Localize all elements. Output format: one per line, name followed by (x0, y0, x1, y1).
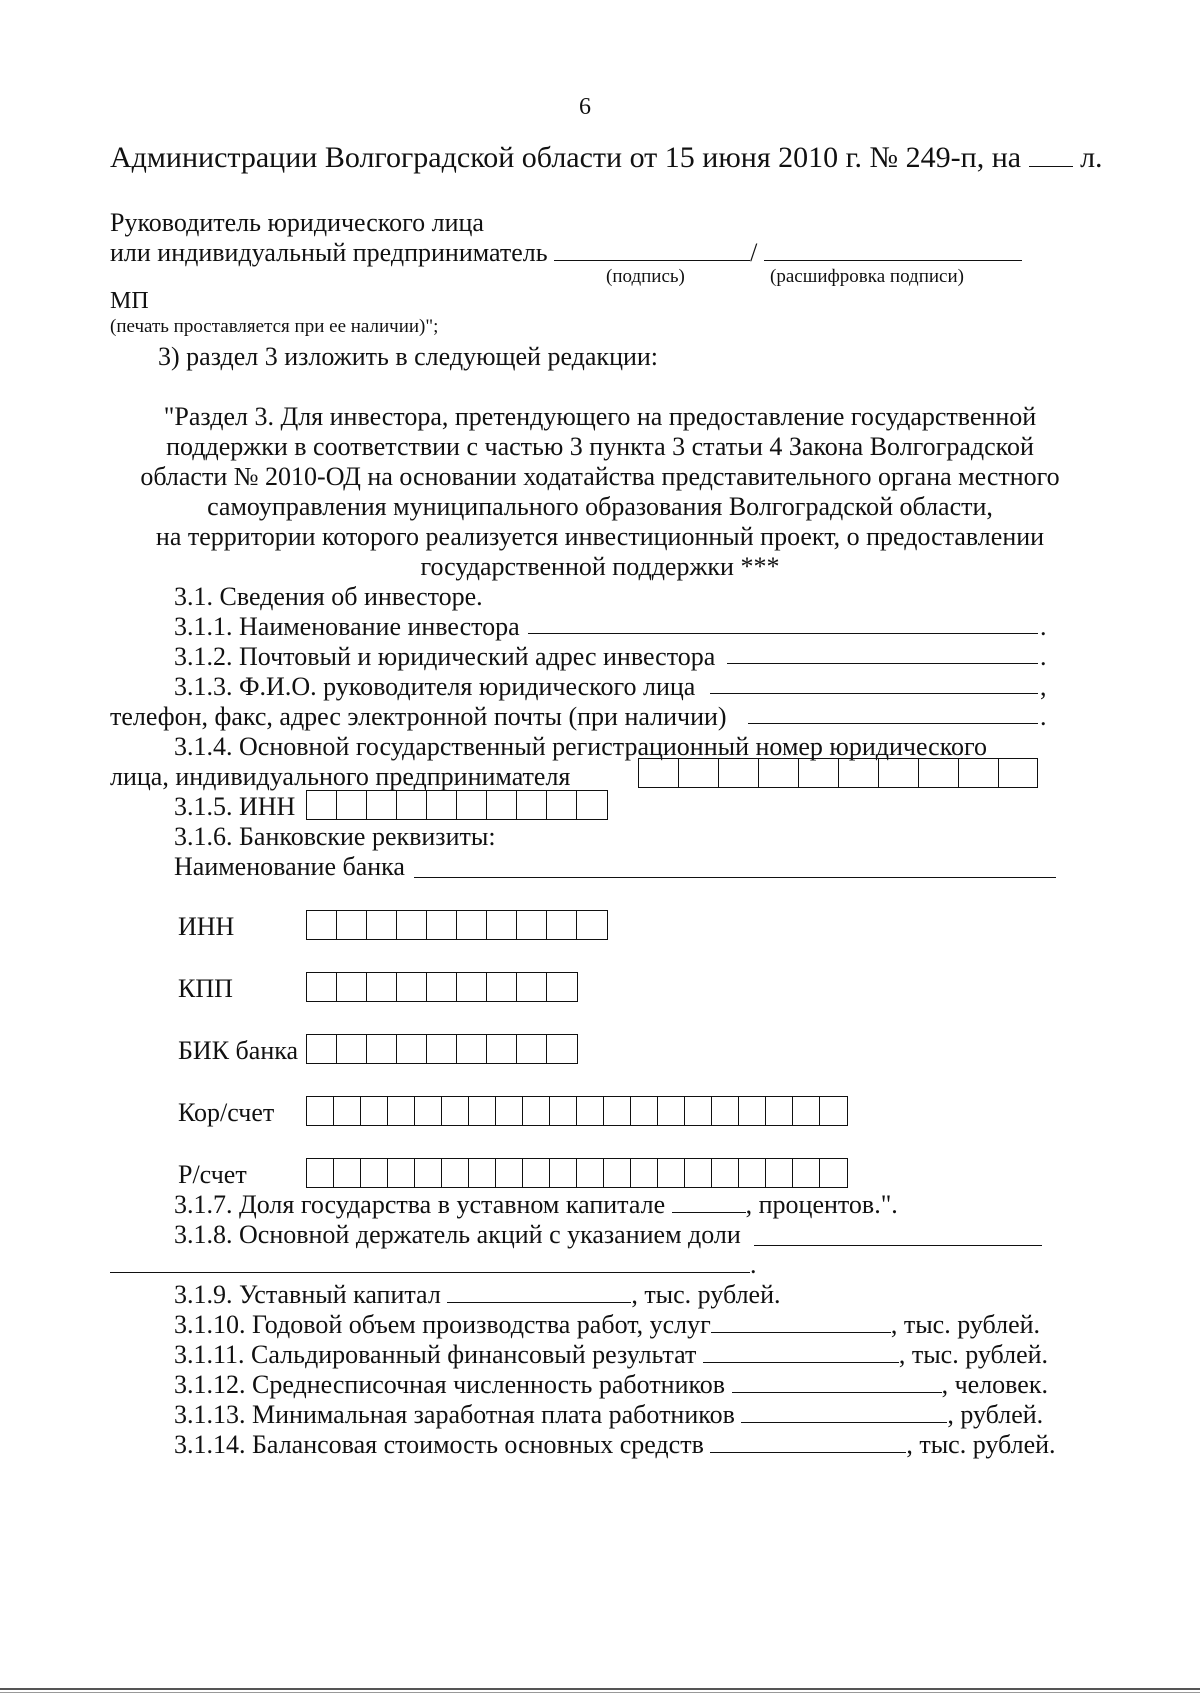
digit-box[interactable] (793, 1097, 820, 1125)
digit-box[interactable] (658, 1097, 685, 1125)
digit-box[interactable] (604, 1159, 631, 1187)
field-3-1-14 (174, 1430, 1056, 1460)
heading-tail: л. (1080, 141, 1103, 174)
digit-box[interactable] (487, 973, 517, 1001)
digit-box[interactable] (397, 1035, 427, 1063)
digit-box[interactable] (766, 1097, 793, 1125)
digit-box[interactable] (442, 1097, 469, 1125)
investor-name-blank[interactable] (528, 633, 1038, 634)
document-heading (110, 140, 1103, 176)
inn-boxes-3-1-5[interactable] (306, 790, 608, 820)
digit-box[interactable] (679, 759, 719, 787)
digit-box[interactable] (415, 1159, 442, 1187)
financial-result-suffix: , тыс. рублей. (898, 1340, 1049, 1369)
min-wage-suffix: , рублей. (947, 1400, 1044, 1429)
digit-box[interactable] (388, 1159, 415, 1187)
page-number (0, 92, 1170, 122)
digit-box[interactable] (547, 791, 577, 819)
period-mark: . (1040, 642, 1047, 671)
digit-box[interactable] (550, 1097, 577, 1125)
headcount-label: 3.1.12. Среднесписочная численность работников (174, 1370, 726, 1399)
bank-inn-label: ИНН (178, 912, 235, 941)
digit-box[interactable] (839, 759, 879, 787)
digit-box[interactable] (367, 791, 397, 819)
digit-box[interactable] (577, 1097, 604, 1125)
digit-box[interactable] (367, 911, 397, 939)
digit-box[interactable] (337, 791, 367, 819)
digit-box[interactable] (766, 1159, 793, 1187)
main-shareholder-label: 3.1.8. Основной держатель акций с указанием доли (174, 1220, 741, 1249)
digit-box[interactable] (658, 1159, 685, 1187)
field-3-1-9 (174, 1280, 781, 1310)
digit-box[interactable] (550, 1159, 577, 1187)
digit-box[interactable] (739, 1097, 766, 1125)
correspondent-account-boxes[interactable] (306, 1096, 848, 1126)
main-shareholder-blank[interactable] (754, 1245, 1042, 1246)
ogrn-label-line2: лица, индивидуального предпринимателя (110, 762, 571, 791)
digit-box[interactable] (547, 1035, 577, 1063)
fixed-assets-suffix: , тыс. рублей. (906, 1430, 1056, 1459)
ogrn-label-line1: 3.1.4. Основной государственный регистрационный номер юридического (174, 732, 988, 761)
digit-box[interactable] (334, 1097, 361, 1125)
inn-3-1-5-label: 3.1.5. ИНН (174, 792, 296, 821)
field-3-1-label: 3.1. Сведения об инвесторе. (174, 582, 483, 611)
digit-box[interactable] (337, 1035, 367, 1063)
section-title-line: области № 2010-ОД на основании ходатайства представительного органа местного (140, 462, 1060, 491)
financial-result-blank[interactable] (703, 1340, 899, 1363)
period-mark: . (750, 1250, 757, 1279)
digit-box[interactable] (719, 759, 759, 787)
investor-address-blank[interactable] (727, 663, 1038, 664)
correspondent-account-label: Кор/счет (178, 1098, 275, 1127)
signature-decode-caption: (расшифровка подписи) (770, 266, 964, 287)
section-title-line: "Раздел 3. Для инвестора, претендующего на предоставление государственной (163, 402, 1037, 431)
charter-capital-blank[interactable] (447, 1280, 631, 1303)
charter-capital-label: 3.1.9. Уставный капитал (174, 1280, 441, 1309)
investor-name-label: 3.1.1. Наименование инвестора (174, 612, 520, 641)
digit-box[interactable] (793, 1159, 820, 1187)
annual-volume-suffix: , тыс. рублей. (890, 1310, 1041, 1339)
min-wage-label: 3.1.13. Минимальная заработная плата работников (174, 1400, 735, 1429)
annual-volume-label: 3.1.10. Годовой объем производства работ, услуг (174, 1310, 711, 1339)
signatory-title-line2 (110, 238, 1022, 268)
signatory-title-line1: Руководитель юридического лица (110, 208, 484, 237)
fixed-assets-label: 3.1.14. Балансовая стоимость основных средств (174, 1430, 704, 1459)
digit-box[interactable] (307, 973, 337, 1001)
digit-box[interactable] (820, 1097, 847, 1125)
digit-box[interactable] (959, 759, 999, 787)
heading-text: Администрации Волгоградской области от 15 июня 2010 г. № 249-п, на (110, 141, 1022, 174)
digit-box[interactable] (397, 911, 427, 939)
charter-capital-suffix: , тыс. рублей. (631, 1280, 781, 1309)
digit-box[interactable] (631, 1097, 658, 1125)
page-number-text: 6 (579, 94, 591, 120)
signature-blank[interactable] (554, 238, 750, 261)
digit-box[interactable] (517, 973, 547, 1001)
kpp-label: КПП (178, 974, 233, 1003)
digit-box[interactable] (487, 911, 517, 939)
ogrn-boxes[interactable] (638, 758, 1038, 788)
digit-box[interactable] (879, 759, 919, 787)
digit-box[interactable] (496, 1159, 523, 1187)
bank-name-blank[interactable] (414, 877, 1056, 878)
contacts-label: телефон, факс, адрес электронной почты (при наличии) (110, 702, 727, 731)
financial-result-label: 3.1.11. Сальдированный финансовый результат (174, 1340, 697, 1369)
digit-box[interactable] (427, 911, 457, 939)
settlement-account-label: Р/счет (178, 1160, 247, 1189)
digit-box[interactable] (307, 1159, 334, 1187)
section-title-line: государственной поддержки *** (420, 552, 780, 581)
digit-box[interactable] (517, 791, 547, 819)
annual-volume-blank[interactable] (711, 1310, 891, 1333)
state-share-label: 3.1.7. Доля государства в уставном капитале (174, 1190, 666, 1219)
digit-box[interactable] (307, 911, 337, 939)
digit-box[interactable] (469, 1159, 496, 1187)
period-mark: . (1040, 612, 1047, 641)
digit-box[interactable] (577, 911, 607, 939)
field-3-1-13 (174, 1400, 1043, 1430)
headcount-suffix: , человек. (941, 1370, 1048, 1399)
signature-slash: / (750, 238, 758, 267)
digit-box[interactable] (427, 1035, 457, 1063)
digit-box[interactable] (919, 759, 959, 787)
item-3-text: 3) раздел 3 изложить в следующей редакции: (158, 342, 659, 371)
contacts-blank[interactable] (748, 723, 1038, 724)
digit-box[interactable] (307, 1097, 334, 1125)
settlement-account-boxes[interactable] (306, 1158, 848, 1188)
head-name-blank[interactable] (710, 693, 1038, 694)
digit-box[interactable] (523, 1097, 550, 1125)
signature-decode-blank[interactable] (764, 238, 1022, 261)
digit-box[interactable] (367, 973, 397, 1001)
digit-box[interactable] (337, 973, 367, 1001)
digit-box[interactable] (547, 973, 577, 1001)
digit-box[interactable] (487, 791, 517, 819)
digit-box[interactable] (388, 1097, 415, 1125)
kpp-boxes[interactable] (306, 972, 578, 1002)
fixed-assets-blank[interactable] (710, 1430, 906, 1453)
digit-box[interactable] (457, 1035, 487, 1063)
digit-box[interactable] (361, 1097, 388, 1125)
digit-box[interactable] (334, 1159, 361, 1187)
digit-box[interactable] (517, 1035, 547, 1063)
digit-box[interactable] (685, 1159, 712, 1187)
digit-box[interactable] (469, 1097, 496, 1125)
comma-mark: , (1040, 672, 1047, 701)
digit-box[interactable] (307, 1035, 337, 1063)
period-mark: . (1040, 702, 1047, 731)
field-3-1-7 (174, 1190, 898, 1220)
digit-box[interactable] (415, 1097, 442, 1125)
digit-box[interactable] (361, 1159, 388, 1187)
main-shareholder-blank-2[interactable] (110, 1272, 750, 1273)
bank-inn-boxes[interactable] (306, 910, 608, 940)
digit-box[interactable] (739, 1159, 766, 1187)
digit-box[interactable] (487, 1035, 517, 1063)
head-name-label: 3.1.3. Ф.И.О. руководителя юридического лица (174, 672, 696, 701)
sheet-count-blank[interactable] (1029, 144, 1073, 167)
digit-box[interactable] (999, 759, 1037, 787)
bik-boxes[interactable] (306, 1034, 578, 1064)
investor-address-label: 3.1.2. Почтовый и юридический адрес инвестора (174, 642, 716, 671)
digit-box[interactable] (397, 973, 427, 1001)
digit-box[interactable] (496, 1097, 523, 1125)
headcount-blank[interactable] (732, 1370, 942, 1393)
digit-box[interactable] (397, 791, 427, 819)
signatory-label: или индивидуальный предприниматель (110, 238, 548, 267)
section-title-line: на территории которого реализуется инвестиционный проект, о предоставлении (155, 522, 1045, 551)
digit-box[interactable] (759, 759, 799, 787)
section-title-line: поддержки в соответствии с частью 3 пункта 3 статьи 4 Закона Волгоградской (166, 432, 1034, 461)
digit-box[interactable] (820, 1159, 847, 1187)
digit-box[interactable] (577, 791, 607, 819)
digit-box[interactable] (547, 911, 577, 939)
seal-place-label: МП (110, 288, 149, 314)
digit-box[interactable] (685, 1097, 712, 1125)
digit-box[interactable] (427, 973, 457, 1001)
state-share-suffix: , процентов.". (745, 1190, 898, 1219)
digit-box[interactable] (442, 1159, 469, 1187)
seal-note: (печать проставляется при ее наличии)"; (110, 316, 439, 337)
section-title-line: самоуправления муниципального образования Волгоградской области, (207, 492, 993, 521)
signature-caption: (подпись) (606, 266, 685, 287)
digit-box[interactable] (517, 911, 547, 939)
field-3-1-11 (174, 1340, 1048, 1370)
field-3-1-10 (174, 1310, 1040, 1340)
digit-box[interactable] (631, 1159, 658, 1187)
digit-box[interactable] (799, 759, 839, 787)
digit-box[interactable] (523, 1159, 550, 1187)
digit-box[interactable] (367, 1035, 397, 1063)
digit-box[interactable] (457, 973, 487, 1001)
digit-box[interactable] (712, 1159, 739, 1187)
bank-name-label: Наименование банка (174, 852, 405, 881)
digit-box[interactable] (604, 1097, 631, 1125)
bank-details-label: 3.1.6. Банковские реквизиты: (174, 822, 496, 851)
field-3-1-12 (174, 1370, 1048, 1400)
scan-edge-rule (0, 1688, 1200, 1690)
state-share-blank[interactable] (672, 1190, 746, 1213)
min-wage-blank[interactable] (741, 1400, 947, 1423)
digit-box[interactable] (457, 791, 487, 819)
digit-box[interactable] (712, 1097, 739, 1125)
field-3-1-1 (174, 612, 520, 642)
digit-box[interactable] (427, 791, 457, 819)
scan-edge-rule (0, 1692, 1200, 1693)
digit-box[interactable] (337, 911, 367, 939)
digit-box[interactable] (639, 759, 679, 787)
digit-box[interactable] (577, 1159, 604, 1187)
digit-box[interactable] (307, 791, 337, 819)
bik-label: БИК банка (178, 1036, 299, 1065)
digit-box[interactable] (457, 911, 487, 939)
